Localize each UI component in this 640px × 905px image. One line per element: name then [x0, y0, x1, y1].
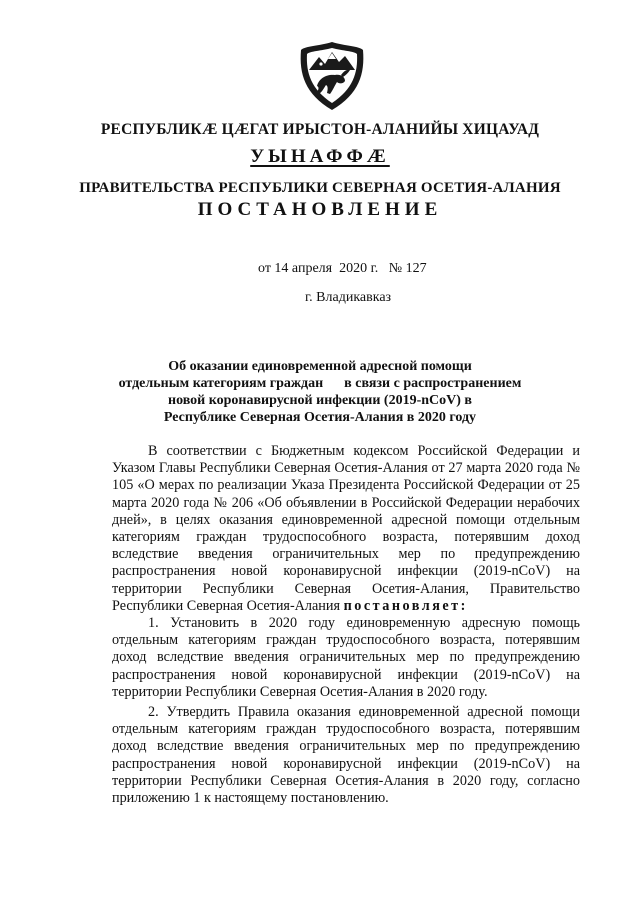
header-ossetian-decree-text: УЫНАФФÆ [250, 146, 390, 167]
item-1-paragraph: 1. Установить в 2020 году единовременную адресную помощь отдельным категориям граждан трудоспособного возраста, потерявшим доход вследствие введения ограничительных мер по предупреждению распространения новой коронавирусной инфекции (2019-nCoV) на территории Республики Северная Осетия-Алания в 2020 году. [112, 615, 580, 700]
header-resolution: ПОСТАНОВЛЕНИЕ [197, 199, 443, 220]
title-line-4: Республике Северная Осетия-Алания в 2020 году [163, 410, 477, 425]
header-government: ПРАВИТЕЛЬСТВА РЕСПУБЛИКИ СЕВЕРНАЯ ОСЕТИЯ-АЛАНИЯ [79, 180, 561, 196]
coat-of-arms-emblem [297, 40, 367, 112]
preamble-text: В соответствии с Бюджетным кодексом Российской Федерации и Указом Главы Республики Северная Осетия-Алания от 27 марта 2020 года № 105 «О мерах по реализации Указа Президента Российской Федерации от 25 марта 2020 года № 206 «Об объявлении в Российской Федерации нерабочих дней», в целях оказания единовременной адресной помощи отдельным категориям граждан трудоспособного возраста, потерявшим доход вследствие введения ограничительных мер по предупреждению распространения новой коронавирусной инфекции (2019-nCoV) на территории Республики Северная Осетия-Алания, Правительство Республики Северная Осетия-Алания [112, 443, 580, 614]
title-line-1: Об оказании единовременной адресной помощи [168, 359, 472, 374]
preamble-paragraph [112, 443, 580, 615]
document-date-number: от 14 апреля 2020 г. № 127 [258, 261, 427, 276]
item-2-paragraph: 2. Утвердить Правила оказания единовременной адресной помощи отдельным категориям граждан трудоспособного возраста, потерявшим доход вследствие введения ограничительных мер по предупреждению распространения новой коронавирусной инфекции (2019-nCoV) на территории Республики Северная Осетия-Алания в 2020 году, согласно приложению 1 к настоящему постановлению. [112, 704, 580, 807]
decides-word: постановляет: [343, 597, 468, 614]
header-ossetian-decree [0, 146, 640, 168]
header-ossetian-republic: РЕСПУБЛИКÆ ЦÆГАТ ИРЫСТОН-АЛАНИЙЫ ХИЦАУАД [100, 121, 540, 138]
document-title [100, 358, 540, 426]
document-body [112, 443, 580, 807]
title-line-2: отдельным категориям граждан в связи с распространением [118, 376, 522, 391]
title-line-3: новой коронавирусной инфекции (2019-nCoV) в [168, 393, 472, 408]
document-city: г. Владикавказ [305, 290, 392, 305]
